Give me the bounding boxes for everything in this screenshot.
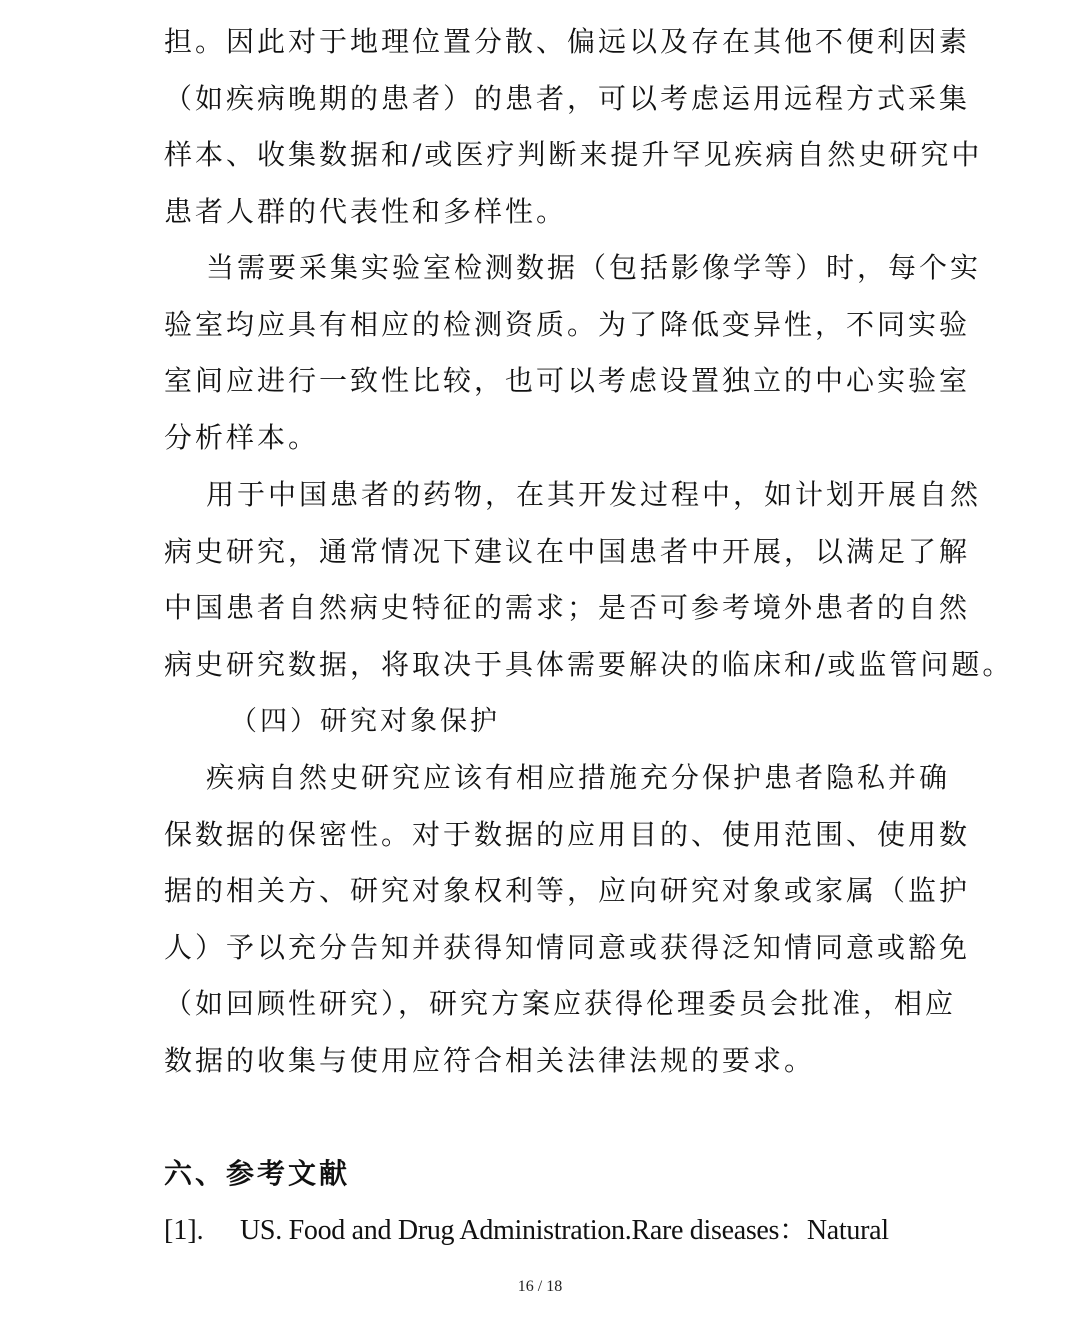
section-heading-references: 六、参考文献: [164, 1157, 351, 1190]
subheading-subject-protection: （四）研究对象保护: [230, 706, 500, 737]
paragraph-line: 保数据的保密性。对于数据的应用目的、使用范围、使用数: [164, 817, 971, 851]
paragraph-line: 疾病自然史研究应该有相应措施充分保护患者隐私并确: [206, 761, 951, 794]
paragraph-line: 样本、收集数据和/或医疗判断来提升罕见疾病自然史研究中: [164, 138, 983, 171]
paragraph-line: 当需要采集实验室检测数据（包括影像学等）时，每个实: [206, 251, 982, 284]
reference-number: [1].: [164, 1215, 204, 1246]
paragraph-line: 患者人群的代表性和多样性。: [164, 194, 568, 228]
paragraph-line: 用于中国患者的药物，在其开发过程中，如计划开展自然: [206, 478, 982, 511]
paragraph-laboratory-data: [164, 240, 982, 466]
paragraph-line: 数据的收集与使用应符合相关法律法规的要求。: [164, 1043, 816, 1077]
reference-item: [164, 1203, 920, 1259]
paragraph-line: 病史研究数据，将取决于具体需要解决的临床和/或监管问题。: [164, 647, 1014, 681]
paragraph-line: 人）予以充分告知并获得知情同意或获得泛知情同意或豁免: [164, 930, 971, 964]
paragraph-line: （如回顾性研究），研究方案应获得伦理委员会批准，相应: [164, 987, 957, 1020]
paragraph-chinese-patients: [164, 467, 1014, 693]
paragraph-line: 担。因此对于地理位置分散、偏远以及存在其他不便利因素: [164, 25, 971, 58]
paragraph-line: 据的相关方、研究对象权利等，应向研究对象或家属（监护: [164, 874, 971, 907]
paragraph-line: 中国患者自然病史特征的需求；是否可参考境外患者的自然: [164, 591, 971, 624]
paragraph-line: 病史研究，通常情况下建议在中国患者中开展，以满足了解: [164, 534, 971, 568]
paragraph-line: （如疾病晚期的患者）的患者，可以考虑运用远程方式采集: [164, 81, 971, 115]
paragraph-line: 分析样本。: [164, 420, 320, 454]
paragraph-line: 验室均应具有相应的检测资质。为了降低变异性，不同实验: [164, 307, 971, 341]
page-number: 16 / 18: [517, 1278, 563, 1295]
paragraph-subject-protection: [164, 750, 971, 1089]
reference-text: US. Food and Drug Administration.Rare diseases：Natural: [240, 1215, 889, 1246]
paragraph-line: 室间应进行一致性比较，也可以考虑设置独立的中心实验室: [164, 364, 971, 397]
paragraph-remote-sampling: [164, 14, 983, 240]
